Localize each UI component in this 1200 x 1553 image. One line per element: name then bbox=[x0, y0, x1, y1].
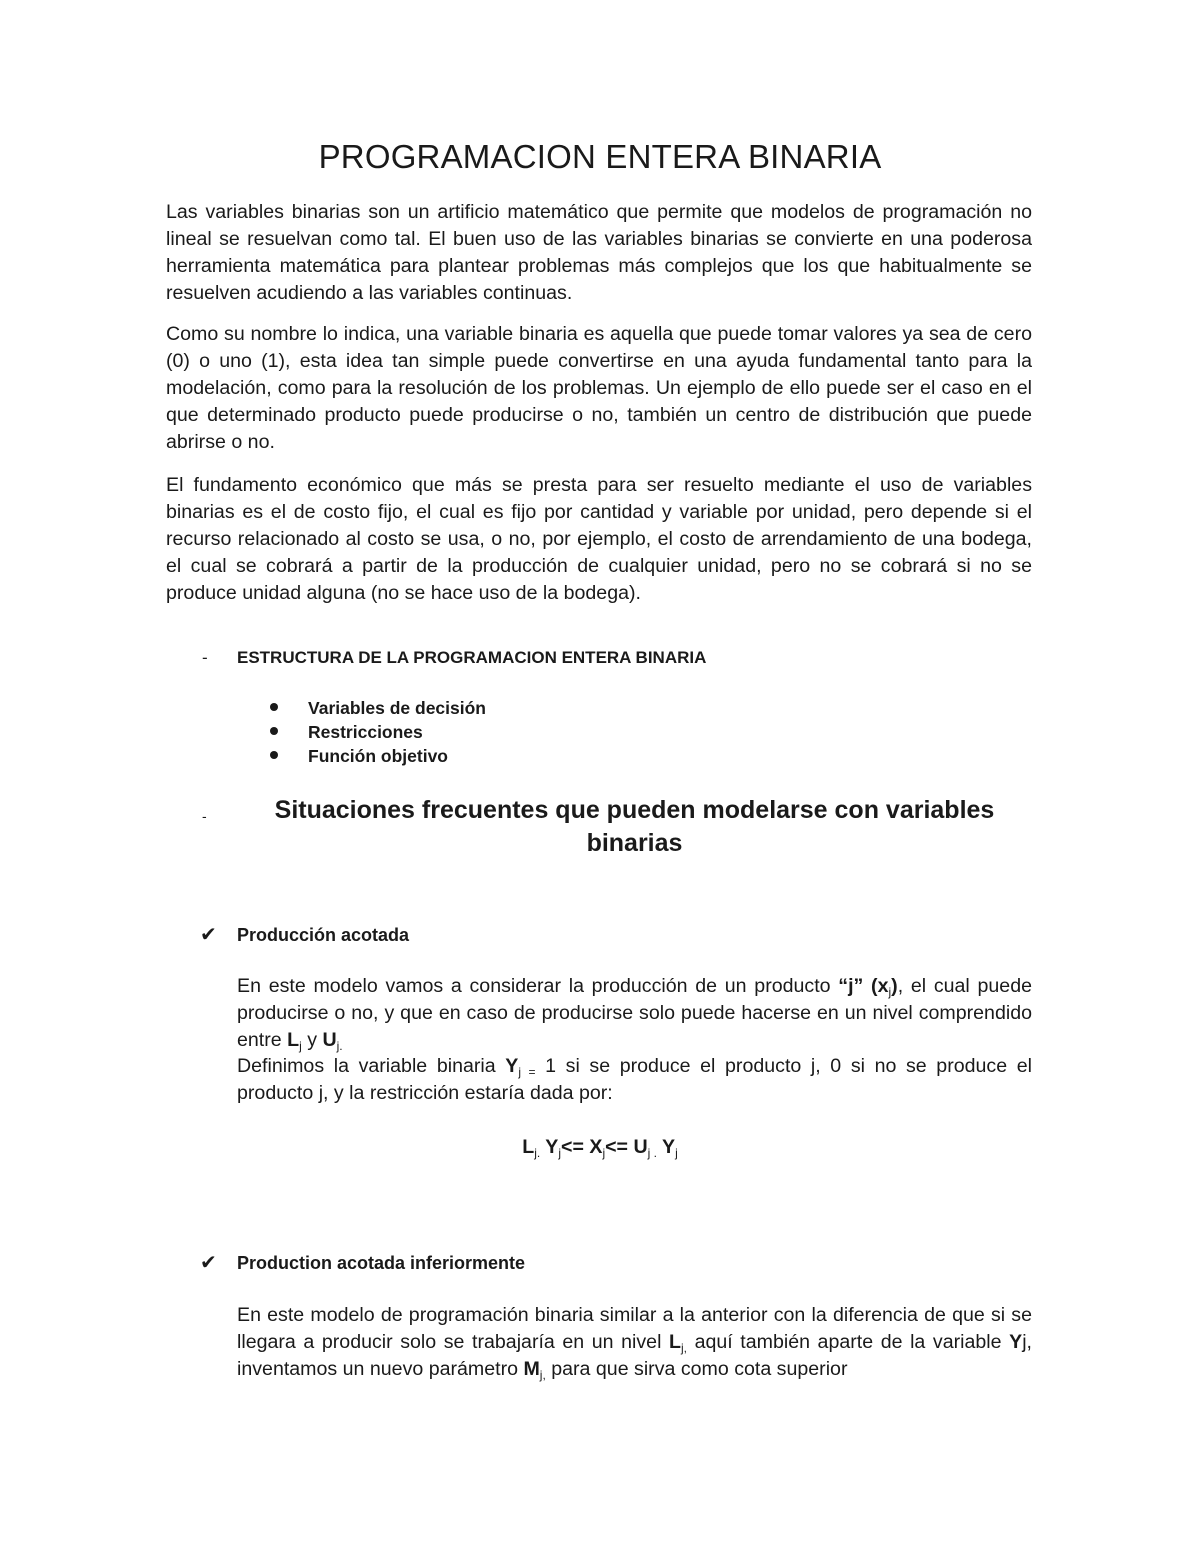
section-heading-label: Production acotada inferiormente bbox=[237, 1253, 526, 1273]
paragraph-definition: Como su nombre lo indica, una variable binaria es aquella que puede tomar valores ya sea de cero (0) o uno (1), esta idea tan simple puede convertirse en una ayuda fundamental tanto para la modelación, como para la resolución de los problemas. Un ejemplo de ello puede ser el caso en el que determinado producto puede producirse o no, también un centro de distribución que puede abrirse o no. bbox=[166, 323, 1032, 453]
bullet-icon bbox=[270, 751, 278, 759]
structure-list bbox=[270, 696, 486, 768]
section-heading-label: Producción acotada bbox=[237, 925, 410, 945]
list-item-label: Restricciones bbox=[308, 722, 423, 742]
paragraph-variable-definition: Definimos la variable binaria $Y_{j =}$ 1 si se produce el producto j, 0 si no se produce el producto j, y la restricción estaría dada por: bbox=[237, 1055, 1032, 1104]
constraint-formula: $L_{j.}$ $Y_j<= X_j<= U_{j .}$ $Y_j$ bbox=[522, 1136, 678, 1160]
dash-marker: - bbox=[202, 648, 208, 667]
section-produccion-acotada-heading bbox=[200, 922, 409, 947]
paragraph-intro: Las variables binarias son un artificio matemático que permite que modelos de programación no lineal se resuelvan como tal. El buen uso de las variables binarias se convierte en una poderosa herramienta matemática para plantear problemas más complejos que los que habitualmente se resuelven acudiendo a las variables continuas. bbox=[166, 201, 1032, 304]
list-item-label: Función objetivo bbox=[308, 746, 448, 766]
checkmark-icon: ✔ bbox=[200, 924, 217, 946]
paragraph-economic-basis: El fundamento económico que más se presta para ser resuelto mediante el uso de variables binarias es el de costo fijo, el cual es fijo por cantidad y variable por unidad, pero depende si el recurso relacionado al costo se usa, o no, por ejemplo, el costo de arrendamiento de una bodega, el cual se cobrará a partir de la producción de cualquier unidad, pero no se cobrará si no se produce unidad alguna (no se hace uso de la bodega). bbox=[166, 474, 1032, 604]
page-title: PROGRAMACION ENTERA BINARIA bbox=[318, 138, 882, 175]
list-item bbox=[270, 720, 486, 744]
paragraph-produccion-acotada: En este modelo vamos a considerar la producción de un producto “j” $(x_j)$, el cual puede producirse o no, y que en caso de producirse solo puede hacerse en un nivel comprendido entre $L_j$ y $U_{j.}$ bbox=[237, 975, 1032, 1053]
checkmark-icon: ✔ bbox=[200, 1252, 217, 1274]
dash-marker: - bbox=[202, 808, 207, 824]
section-acotada-inferiormente-heading bbox=[200, 1250, 525, 1275]
situations-heading-label: Situaciones frecuentes que pueden modelarse con variables binarias bbox=[274, 796, 995, 857]
paragraph-acotada-inferiormente: En este modelo de programación binaria similar a la anterior con la diferencia de que si se llegara a producir solo se trabajaría en un nivel $L_{j,}$ aquí también aparte de la variable Yj, inventamos un nuevo parámetro $M_{j,}$ para que sirva como cota superior bbox=[237, 1304, 1032, 1382]
bullet-icon bbox=[270, 727, 278, 735]
structure-heading-label: ESTRUCTURA DE LA PROGRAMACION ENTERA BINARIA bbox=[237, 648, 707, 667]
list-item-label: Variables de decisión bbox=[308, 698, 486, 718]
bullet-icon bbox=[270, 703, 278, 711]
list-item bbox=[270, 696, 486, 720]
list-item bbox=[270, 744, 486, 768]
